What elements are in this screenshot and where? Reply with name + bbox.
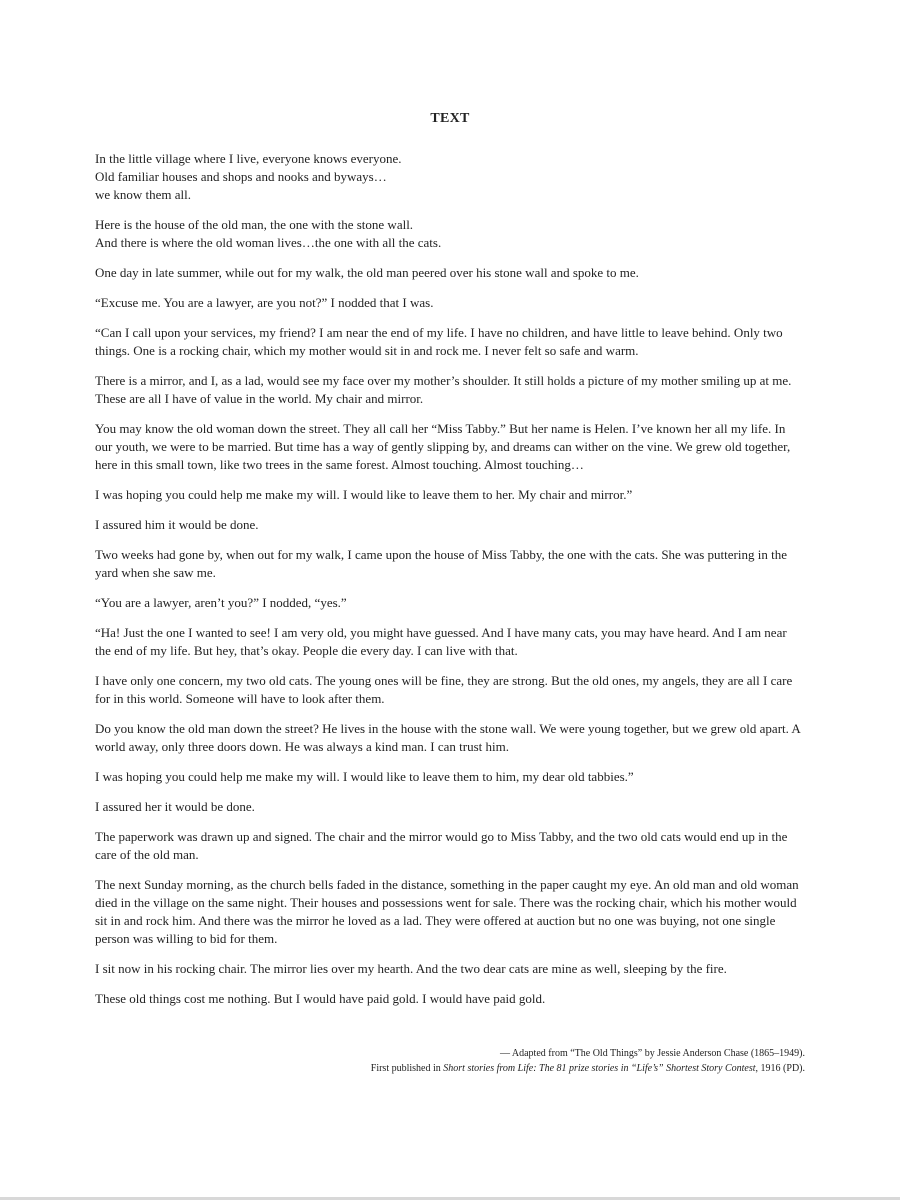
story-paragraph [95,768,805,786]
story-paragraph [95,876,805,948]
paragraph-line: I assured her it would be done. [95,799,255,814]
paragraph-line: The next Sunday morning, as the church bells faded in the distance, something in the paper caught my eye. An old man and old woman died in the village on the same night. Their houses and possessions went for sale. There was the rocking chair, which his mother would sit in and rock him. And there was the mirror he loved as a lad. They were offered at auction but no one was buying, not one single person was willing to bid for them. [95,877,799,946]
story-paragraph [95,594,805,612]
paragraph-line: I have only one concern, my two old cats. The young ones will be fine, they are strong. But the old ones, my angels, they are all I care for in this world. Someone will have to look after them. [95,673,793,706]
paragraph-line: You may know the old woman down the street. They all call her “Miss Tabby.” But her name is Helen. I’ve known her all my life. In our youth, we were to be married. But time has a way of gently slipping by, and dreams can wither on the vine. We grew old together, here in this small town, like two trees in the same forest. Almost touching. Almost touching… [95,421,791,472]
attribution-publication [95,1061,805,1076]
story-paragraph [95,264,805,282]
paragraph-line: “Excuse me. You are a lawyer, are you not?” I nodded that I was. [95,295,434,310]
paragraph-line: I sit now in his rocking chair. The mirror lies over my hearth. And the two dear cats are mine as well, sleeping by the fire. [95,961,727,976]
paragraph-line: Old familiar houses and shops and nooks and byways… [95,169,387,184]
paragraph-line: I was hoping you could help me make my will. I would like to leave them to him, my dear old tabbies.” [95,769,634,784]
paragraph-line: There is a mirror, and I, as a lad, would see my face over my mother’s shoulder. It still holds a picture of my mother smiling up at me. These are all I have of value in the world. My chair and mirror. [95,373,792,406]
paragraph-line: “Ha! Just the one I wanted to see! I am very old, you might have guessed. And I have many cats, you may have heard. And I am near the end of my life. But hey, that’s okay. People die every day. I can live with that. [95,625,787,658]
paragraph-line: “Can I call upon your services, my friend? I am near the end of my life. I have no children, and have little to leave behind. Only two things. One is a rocking chair, which my mother would sit in and rock me. I never felt so safe and warm. [95,325,783,358]
document-page [95,0,805,1200]
paragraph-line: I was hoping you could help me make my will. I would like to leave them to her. My chair and mirror.” [95,487,633,502]
paragraph-line: we know them all. [95,187,192,202]
story-paragraph [95,516,805,534]
story-paragraph [95,672,805,708]
story-paragraph [95,798,805,816]
paragraph-line: Do you know the old man down the street? He lives in the house with the stone wall. We were young together, but we grew old apart. A world away, only three doors down. He was always a kind man. I can trust him. [95,721,801,754]
paragraph-line: The paperwork was drawn up and signed. The chair and the mirror would go to Miss Tabby, and the two old cats would end up in the care of the old man. [95,829,788,862]
story-paragraph [95,828,805,864]
story-body [95,150,805,1020]
paragraph-line: I assured him it would be done. [95,517,259,532]
paragraph-line: Two weeks had gone by, when out for my walk, I came upon the house of Miss Tabby, the one with the cats. She was puttering in the yard when she saw me. [95,547,787,580]
paragraph-line: These old things cost me nothing. But I would have paid gold. I would have paid gold. [95,991,546,1006]
story-paragraph [95,150,805,204]
story-paragraph [95,372,805,408]
document-title: TEXT [430,111,470,126]
story-paragraph [95,720,805,756]
attribution [95,1046,805,1076]
story-paragraph [95,324,805,360]
story-paragraph [95,216,805,252]
attribution-book-title: Short stories from Life: The 81 prize stories in “Life’s” Shortest Story Contest [443,1063,756,1074]
story-paragraph [95,294,805,312]
story-paragraph [95,546,805,582]
attribution-suffix: , 1916 (PD). [755,1063,805,1074]
paragraph-line: “You are a lawyer, aren’t you?” I nodded, “yes.” [95,595,347,610]
attribution-source: — Adapted from “The Old Things” by Jessie Anderson Chase (1865–1949). [499,1048,805,1059]
paragraph-line: And there is where the old woman lives…the one with all the cats. [95,235,442,250]
story-paragraph [95,990,805,1008]
paragraph-line: In the little village where I live, everyone knows everyone. [95,151,402,166]
paragraph-line: One day in late summer, while out for my walk, the old man peered over his stone wall and spoke to me. [95,265,639,280]
attribution-prefix: First published in [370,1063,444,1074]
paragraph-line: Here is the house of the old man, the one with the stone wall. [95,217,414,232]
story-paragraph [95,486,805,504]
story-paragraph [95,420,805,474]
story-paragraph [95,624,805,660]
story-paragraph [95,960,805,978]
